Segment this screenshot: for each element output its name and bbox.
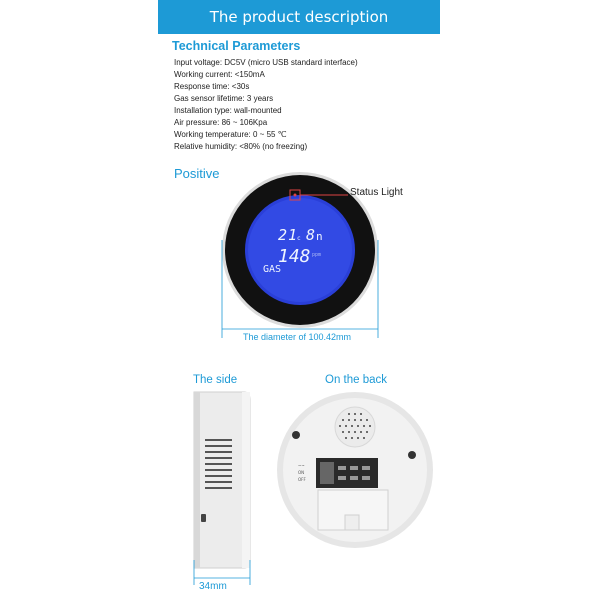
spec-air-pressure: Air pressure: 86 ~ 106Kpa bbox=[174, 118, 268, 127]
spec-working-temperature: Working temperature: 0 ~ 55 ℃ bbox=[174, 130, 287, 139]
mounting-hole bbox=[292, 431, 300, 439]
spec-installation-type: Installation type: wall-mounted bbox=[174, 106, 282, 115]
spec-response-time: Response time: <30s bbox=[174, 82, 250, 91]
spec-relative-humidity: Relative humidity: <80% (no freezing) bbox=[174, 142, 308, 151]
banner-title: The product description bbox=[209, 8, 389, 26]
status-light-icon bbox=[294, 194, 297, 197]
diameter-label: The diameter of 100.42mm bbox=[243, 332, 352, 342]
svg-text:148: 148 bbox=[278, 246, 311, 267]
svg-text:OFF: OFF bbox=[298, 477, 306, 482]
positive-title: Positive bbox=[174, 166, 220, 181]
spec-input-voltage: Input voltage: DC5V (micro USB standard interface) bbox=[174, 58, 358, 67]
technical-parameters-title: Technical Parameters bbox=[172, 39, 301, 53]
back-view-title: On the back bbox=[325, 374, 388, 386]
svg-text:ppm: ppm bbox=[312, 252, 322, 258]
side-view-detector bbox=[194, 392, 250, 585]
svg-text:~~: ~~ bbox=[298, 463, 305, 468]
svg-text:8: 8 bbox=[306, 226, 316, 244]
lcd-gas-label: GAS bbox=[263, 264, 282, 275]
back-view-detector bbox=[277, 392, 433, 548]
spec-working-current: Working current: <150mA bbox=[174, 70, 265, 79]
svg-text:c: c bbox=[297, 235, 301, 242]
svg-text:1: 1 bbox=[288, 226, 298, 244]
status-light-label: Status Light bbox=[350, 187, 403, 198]
svg-text:n: n bbox=[316, 230, 323, 243]
svg-text:2: 2 bbox=[278, 226, 288, 244]
mounting-hole bbox=[408, 451, 416, 459]
spec-sensor-lifetime: Gas sensor lifetime: 3 years bbox=[174, 94, 274, 103]
side-view-title: The side bbox=[193, 374, 238, 386]
width-label: 34mm bbox=[199, 581, 227, 592]
usb-port-icon bbox=[201, 514, 206, 522]
svg-text:ON: ON bbox=[298, 470, 305, 475]
